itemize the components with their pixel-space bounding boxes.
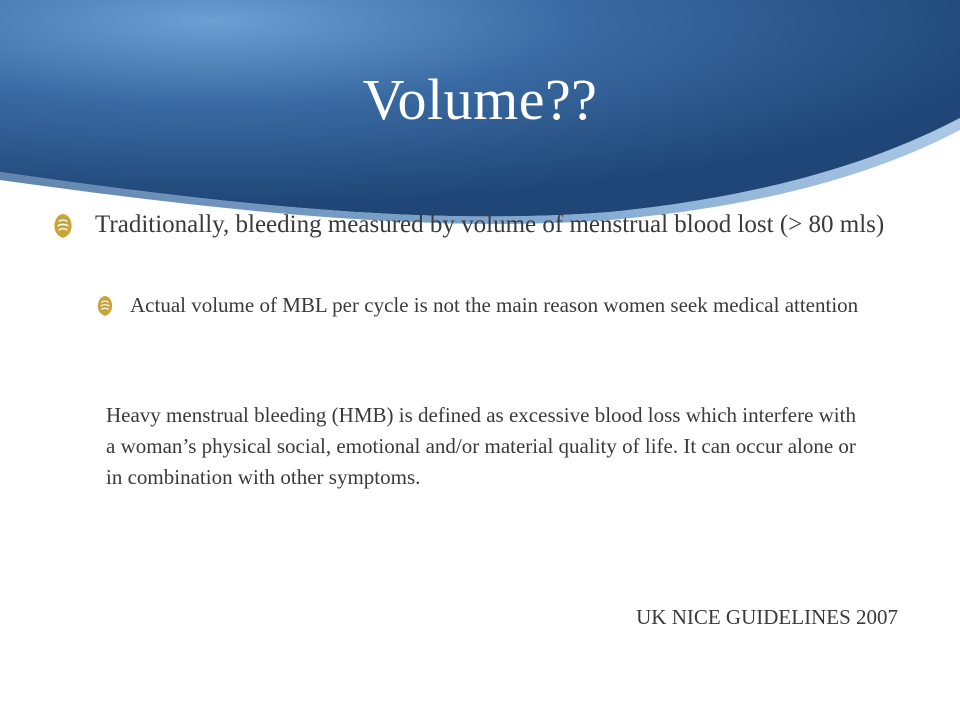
bullet-level-1 [52, 208, 902, 241]
source-citation: UK NICE GUIDELINES 2007 [636, 605, 898, 629]
bullet-text: Actual volume of MBL per cycle is not the main reason women seek medical attention [130, 293, 859, 317]
bullet-level-2 [96, 289, 911, 321]
slide-title: Volume?? [362, 67, 598, 132]
bullet-text: Traditionally, bleeding measured by volume of menstrual blood lost (> 80 mls) [95, 211, 885, 238]
definition-paragraph: Heavy menstrual bleeding (HMB) is defined as excessive blood loss which interfere with a woman’s physical social, emotional and/or material quality of life. It can occur alone or in combination with other symptoms. [106, 403, 856, 489]
seashell-bullet-icon [52, 212, 74, 240]
seashell-bullet-icon [96, 294, 114, 318]
